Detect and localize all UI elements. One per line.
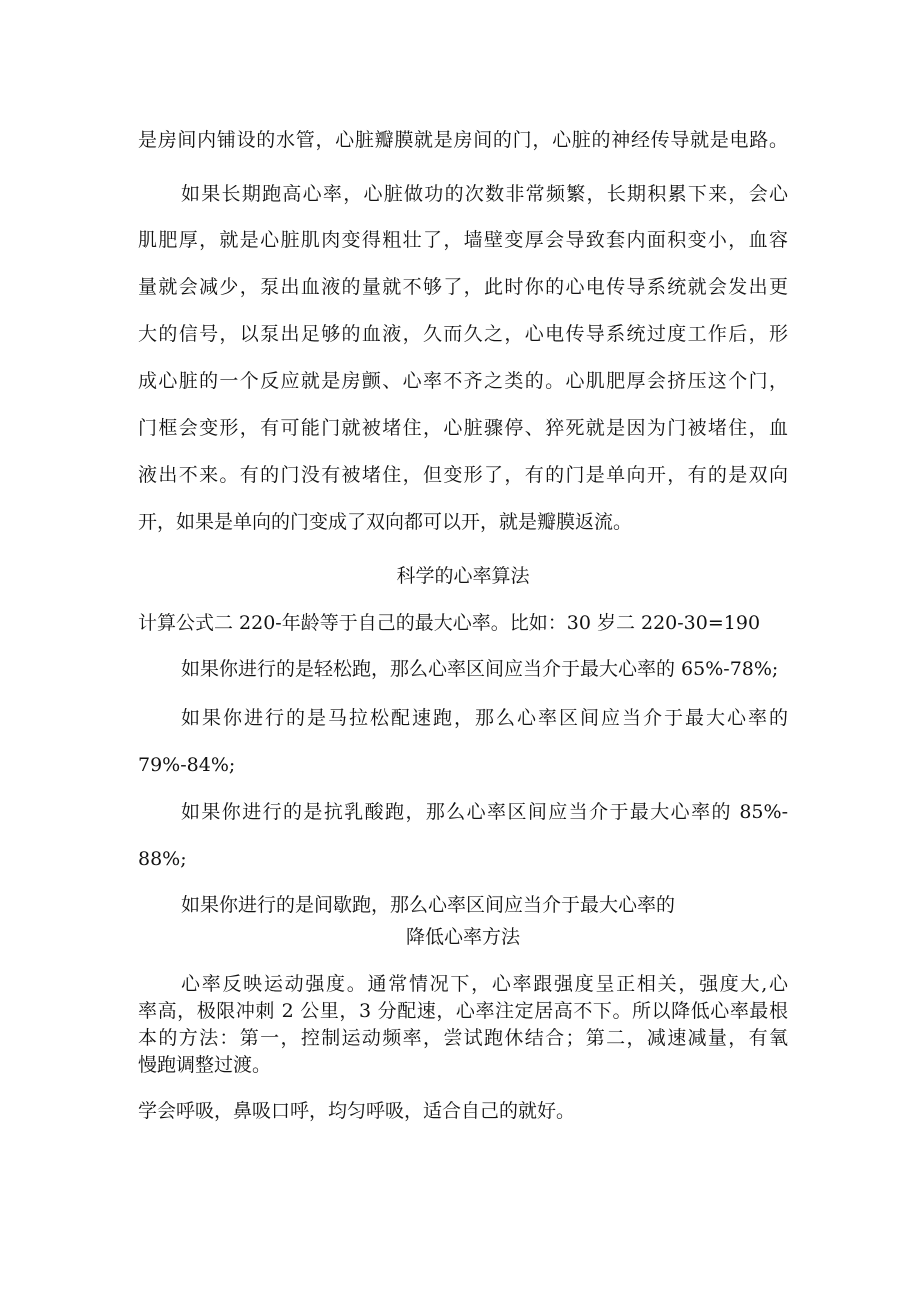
paragraph-line: 开，如果是单向的门变成了双向都可以开，就是瓣膜返流。: [138, 511, 633, 533]
paragraph-line: 成心脏的一个反应就是房颤、心率不齐之类的。心肌肥厚会挤压这个门，: [138, 370, 788, 392]
paragraph-line: 肌肥厚，就是心脏肌肉变得粗壮了，墙壁变厚会导致套内面积变小，血容: [138, 229, 788, 251]
paragraph-line: 如果你进行的是轻松跑，那么心率区间应当介于最大心率的 65%-78%;: [181, 658, 779, 680]
formula-line: 计算公式二 220-年龄等于自己的最大心率。比如：30 岁二 220-30=190: [138, 612, 761, 634]
paragraph-line: 如果你进行的是抗乳酸跑，那么心率区间应当介于最大心率的 85%-: [181, 801, 788, 823]
section-heading: 科学的心率算法: [396, 565, 530, 587]
paragraph-line: 液出不来。有的门没有被堵住，但变形了，有的门是单向开，有的是双向: [138, 464, 788, 486]
paragraph-line: 大的信号，以泵出足够的血液，久而久之，心电传导系统过度工作后，形: [138, 323, 788, 345]
section-heading: 降低心率方法: [405, 926, 520, 948]
paragraph-line: 门框会变形，有可能门就被堵住，心脏骤停、猝死就是因为门被堵住，血: [138, 417, 788, 439]
paragraph-line: 如果长期跑高心率，心脏做功的次数非常频繁，长期积累下来，会心: [181, 183, 788, 205]
paragraph-line: 学会呼吸，鼻吸口呼，均匀呼吸，适合自己的就好。: [138, 1100, 576, 1122]
paragraph-line: 心率反映运动强度。通常情况下，心率跟强度呈正相关，强度大,心: [181, 973, 788, 995]
paragraph-line: 79%-84%;: [138, 754, 236, 776]
paragraph-line: 率高，极限冲刺 2 公里，3 分配速，心率注定居高不下。所以降低心率最根: [138, 1000, 788, 1022]
paragraph-line: 88%;: [138, 848, 187, 870]
paragraph-line: 如果你进行的是马拉松配速跑，那么心率区间应当介于最大心率的: [181, 707, 788, 729]
paragraph-line: 是房间内铺设的水管，心脏瓣膜就是房间的门，心脏的神经传导就是电路。: [138, 129, 788, 151]
paragraph-line: 如果你进行的是间歇跑，那么心率区间应当介于最大心率的: [181, 894, 676, 916]
paragraph-line: 量就会减少，泵出血液的量就不够了，此时你的心电传导系统就会发出更: [138, 276, 788, 298]
paragraph-line: 本的方法：第一，控制运动频率，尝试跑休结合；第二，减速减量，有氧: [138, 1027, 788, 1049]
paragraph-line: 慢跑调整过渡。: [138, 1054, 272, 1076]
